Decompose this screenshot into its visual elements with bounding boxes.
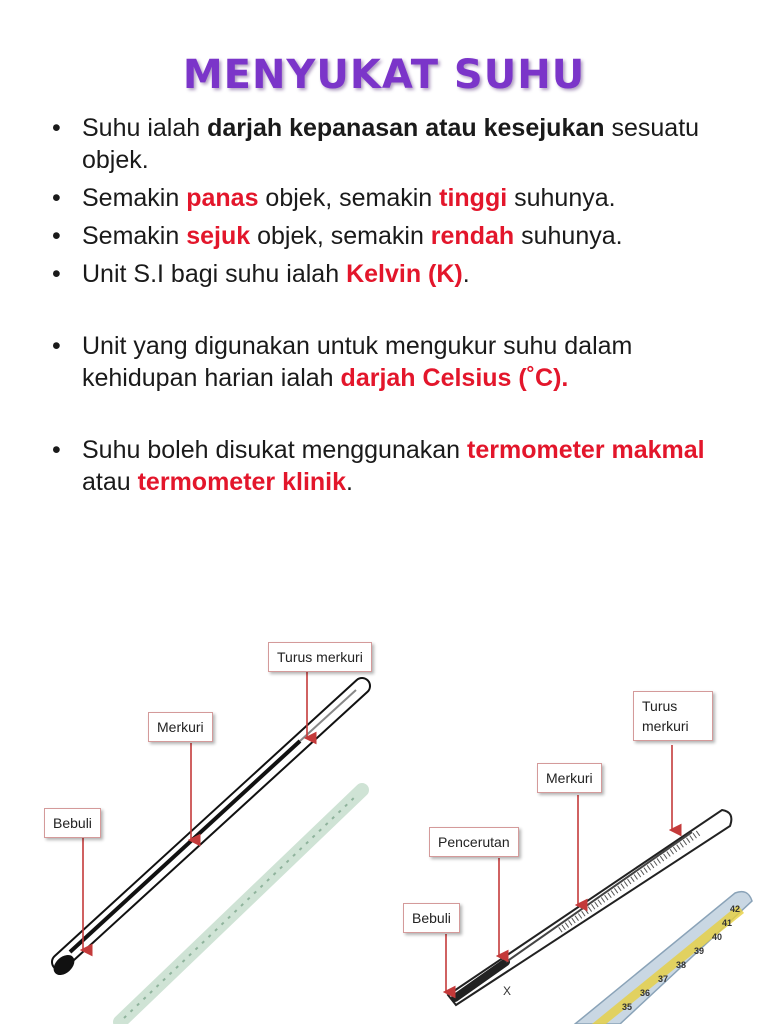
scale-40: 40 (712, 932, 723, 942)
bullet-item: • Unit yang digunakan untuk mengukur suhu dalam kehidupan harian ialah darjah Celsius (˚C). (52, 330, 742, 394)
scale-38: 38 (676, 960, 687, 970)
label-merkuri-clinic: Merkuri (537, 763, 602, 793)
constriction-mark: X (503, 984, 512, 998)
label-merkuri-lab: Merkuri (148, 712, 213, 742)
scale-36: 36 (640, 988, 651, 998)
thermometer-diagrams (0, 560, 768, 1024)
bullet-item: • Suhu boleh disukat menggunakan termometer makmal atau termometer klinik. (52, 434, 742, 498)
scale-42: 42 (730, 904, 741, 914)
label-bebuli-clinic: Bebuli (403, 903, 460, 933)
bullet-list (52, 112, 742, 504)
clinical-thermometer-photo (575, 892, 752, 1024)
scale-41: 41 (722, 918, 733, 928)
label-turus-merkuri-clinic: Turus merkuri (633, 691, 713, 741)
label-pencerutan-clinic: Pencerutan (429, 827, 519, 857)
scale-37: 37 (658, 974, 669, 984)
scale-35: 35 (622, 1002, 633, 1012)
bullet-item: • Semakin panas objek, semakin tinggi suhunya. (52, 182, 742, 214)
bullet-item: • Semakin sejuk objek, semakin rendah suhunya. (52, 220, 742, 252)
label-bebuli-lab: Bebuli (44, 808, 101, 838)
page-title: MENYUKAT SUHU (182, 52, 586, 98)
scale-39: 39 (694, 946, 705, 956)
bullet-item: • Suhu ialah darjah kepanasan atau kesejukan sesuatu objek. (52, 112, 742, 176)
label-turus-merkuri-lab: Turus merkuri (268, 642, 372, 672)
glass-thermometer (120, 790, 362, 1022)
bullet-item: • Unit S.I bagi suhu ialah Kelvin (K). (52, 258, 742, 290)
